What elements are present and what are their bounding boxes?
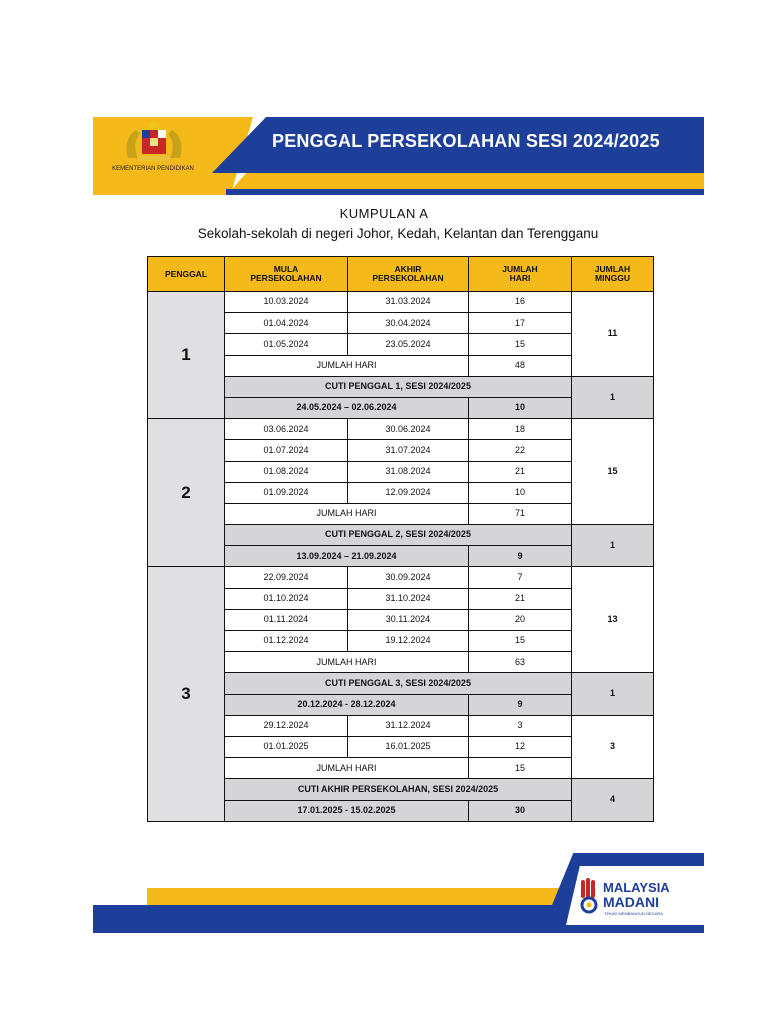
holiday-days: 10	[469, 397, 572, 418]
final-holiday-title: CUTI AKHIR PERSEKOLAHAN, SESI 2024/2025	[225, 779, 572, 800]
total-days: 63	[469, 652, 572, 673]
total-label: JUMLAH HARI	[225, 355, 469, 376]
table-row	[148, 567, 654, 588]
ministry-name: KEMENTERIAN PENDIDIKAN	[112, 166, 194, 172]
table-row	[148, 419, 654, 440]
final-holiday-weeks: 4	[572, 779, 654, 821]
header-days: JUMLAH HARI	[469, 257, 572, 292]
header-start: MULA PERSEKOLAHAN	[225, 257, 348, 292]
term-2-weeks: 15	[572, 419, 654, 525]
start-date: 01.05.2024	[225, 334, 348, 355]
total-label: JUMLAH HARI	[225, 503, 469, 524]
days-count: 21	[469, 461, 572, 482]
holiday-weeks: 1	[572, 376, 654, 418]
header-weeks: JUMLAH MINGGU	[572, 257, 654, 292]
total-days: 48	[469, 355, 572, 376]
end-date: 31.07.2024	[348, 440, 469, 461]
final-holiday-days: 30	[469, 800, 572, 821]
holiday-days: 9	[469, 694, 572, 715]
header-term: PENGGAL	[148, 257, 225, 292]
days-count: 10	[469, 482, 572, 503]
days-count: 20	[469, 609, 572, 630]
term-1-weeks: 11	[572, 292, 654, 377]
madani-logo-line2: MADANI	[603, 894, 659, 910]
start-date: 01.09.2024	[225, 482, 348, 503]
holiday-title: CUTI PENGGAL 3, SESI 2024/2025	[225, 673, 572, 694]
end-date: 31.08.2024	[348, 461, 469, 482]
end-date: 19.12.2024	[348, 631, 469, 652]
end-date: 31.10.2024	[348, 588, 469, 609]
start-date: 10.03.2024	[225, 292, 348, 313]
days-count: 12	[469, 736, 572, 757]
total-label: JUMLAH HARI	[225, 652, 469, 673]
madani-tagline: TEKAD MEMBANGUN NEGARA	[604, 911, 663, 916]
start-date: 01.07.2024	[225, 440, 348, 461]
days-count: 22	[469, 440, 572, 461]
term-3-weeks: 13	[572, 567, 654, 673]
start-date: 22.09.2024	[225, 567, 348, 588]
final-holiday-dates: 17.01.2025 - 15.02.2025	[225, 800, 469, 821]
end-date: 16.01.2025	[348, 736, 469, 757]
header-blue-strip	[226, 189, 704, 195]
start-date: 01.01.2025	[225, 736, 348, 757]
madani-hand-icon	[578, 878, 600, 914]
days-count: 18	[469, 419, 572, 440]
term-calendar-table	[147, 256, 654, 822]
start-date: 01.12.2024	[225, 631, 348, 652]
start-date: 01.08.2024	[225, 461, 348, 482]
days-count: 15	[469, 334, 572, 355]
end-date: 30.11.2024	[348, 609, 469, 630]
holiday-weeks: 1	[572, 525, 654, 567]
header-end: AKHIR PERSEKOLAHAN	[348, 257, 469, 292]
coat-of-arms-logo	[122, 120, 186, 164]
term-2-label: 2	[148, 419, 225, 567]
term-3-label: 3	[148, 567, 225, 821]
end-date: 30.06.2024	[348, 419, 469, 440]
days-count: 17	[469, 313, 572, 334]
days-count: 7	[469, 567, 572, 588]
holiday-title: CUTI PENGGAL 1, SESI 2024/2025	[225, 376, 572, 397]
term-1-label: 1	[148, 292, 225, 419]
madani-logo-line1: MALAYSIA	[603, 880, 670, 895]
total-days: 71	[469, 503, 572, 524]
total-days: 15	[469, 758, 572, 779]
holiday-weeks: 1	[572, 673, 654, 715]
total-label: JUMLAH HARI	[225, 758, 469, 779]
holiday-dates: 24.05.2024 – 02.06.2024	[225, 397, 469, 418]
start-date: 29.12.2024	[225, 715, 348, 736]
start-date: 01.11.2024	[225, 609, 348, 630]
end-date: 31.03.2024	[348, 292, 469, 313]
holiday-days: 9	[469, 546, 572, 567]
page-title: PENGGAL PERSEKOLAHAN SESI 2024/2025	[272, 131, 660, 151]
table-row	[148, 292, 654, 313]
start-date: 01.04.2024	[225, 313, 348, 334]
table-header-row	[148, 257, 654, 292]
term-3b-weeks: 3	[572, 715, 654, 779]
days-count: 21	[469, 588, 572, 609]
group-heading: KUMPULAN A	[339, 206, 429, 221]
days-count: 16	[469, 292, 572, 313]
end-date: 31.12.2024	[348, 715, 469, 736]
holiday-title: CUTI PENGGAL 2, SESI 2024/2025	[225, 525, 572, 546]
states-subtitle: Sekolah-sekolah di negeri Johor, Kedah, Kelantan dan Terengganu	[197, 226, 599, 241]
start-date: 01.10.2024	[225, 588, 348, 609]
holiday-dates: 20.12.2024 - 28.12.2024	[225, 694, 469, 715]
end-date: 30.09.2024	[348, 567, 469, 588]
end-date: 23.05.2024	[348, 334, 469, 355]
start-date: 03.06.2024	[225, 419, 348, 440]
end-date: 12.09.2024	[348, 482, 469, 503]
days-count: 3	[469, 715, 572, 736]
header-yellow-strip	[232, 173, 704, 189]
holiday-dates: 13.09.2024 – 21.09.2024	[225, 546, 469, 567]
end-date: 30.04.2024	[348, 313, 469, 334]
days-count: 15	[469, 631, 572, 652]
